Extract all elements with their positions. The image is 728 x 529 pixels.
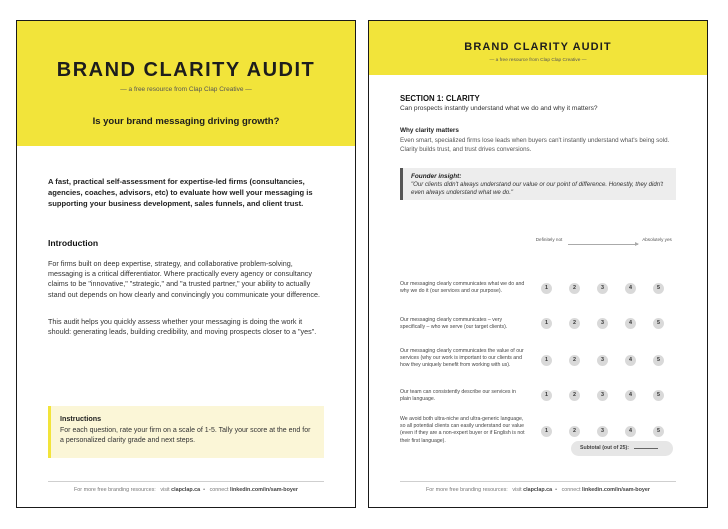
subtotal-blank: [634, 442, 658, 449]
rating-option-1[interactable]: 1: [541, 283, 552, 294]
scale-arrow-icon: [568, 244, 638, 245]
scale-label-low: Definitely not: [535, 237, 563, 242]
footer-linkedin-link[interactable]: linkedin.com/in/sam-boyer: [229, 487, 298, 493]
question-text: We avoid both ultra-niche and ultra-generic language, so all potential clients can easily understand our value (even if they are a non-expert buyer or if English is not their first language).: [400, 416, 525, 444]
rating-option-3[interactable]: 3: [597, 426, 608, 437]
footer-connect-label: connect: [209, 487, 229, 493]
footer-divider: [400, 481, 676, 482]
question-text: Our messaging clearly communicates the value of our services (why our work is important to our clients and how they uniquely benefit from working with us).: [400, 348, 524, 369]
footer-linkedin-link[interactable]: linkedin.com/in/sam-boyer: [581, 487, 650, 493]
subtotal-field[interactable]: [571, 441, 673, 456]
page-1-footer: For more free branding resources: visit clapclap.ca • connect linkedin.com/in/sam-boyer: [74, 487, 298, 493]
page-1-header: [17, 21, 355, 146]
rating-option-3[interactable]: 3: [597, 390, 608, 401]
page-2-footer: For more free branding resources: visit clapclap.ca • connect linkedin.com/in/sam-boyer: [426, 487, 650, 493]
page-1: [16, 20, 356, 508]
rating-option-1[interactable]: 1: [541, 355, 552, 366]
question-text: Our messaging clearly communicates what we do and why we do it (our services and our purpose).: [400, 281, 525, 295]
founder-insight-box: [400, 168, 676, 200]
headline-question: Is your brand messaging driving growth?: [92, 116, 280, 127]
scale-label-high: Absolutely yes: [642, 237, 672, 242]
rating-option-3[interactable]: 3: [597, 318, 608, 329]
rating-option-5[interactable]: 5: [653, 355, 664, 366]
question-text: Our messaging clearly communicates – very specifically – who we serve (our target clients).: [400, 317, 508, 331]
rating-option-4[interactable]: 4: [625, 283, 636, 294]
instructions-box: [48, 406, 324, 458]
why-heading: Why clarity matters: [400, 127, 459, 134]
rating-option-2[interactable]: 2: [569, 426, 580, 437]
intro-paragraph-1: For firms built on deep expertise, strategy, and collaborative problem-solving, messaging is a critical differentiator. Where practically every agency or consultancy claims to be "innovative," "strategic," and "a trusted partner," your ability to actually stand out depends on how clearly and convincingly you communicate your difference.: [48, 259, 320, 299]
founder-insight-heading: Founder insight:: [411, 173, 462, 180]
footer-visit-label: visit: [512, 487, 522, 493]
rating-option-1[interactable]: 1: [541, 390, 552, 401]
page-2-subtitle: — a free resource from Clap Clap Creative —: [489, 58, 587, 63]
rating-option-3[interactable]: 3: [597, 355, 608, 366]
intro-heading: Introduction: [48, 238, 99, 248]
rating-option-4[interactable]: 4: [625, 390, 636, 401]
intro-paragraph-2: This audit helps you quickly assess whether your messaging is doing the work it should: generating leads, building credibility, and moving prospects closer to a "yes".: [48, 317, 317, 337]
footer-divider: [48, 481, 324, 482]
lead-paragraph: A fast, practical self-assessment for expertise-led firms (consultancies, agencies, coaches, advisors, etc) to evaluate how well your messaging is supporting your business development, sales funnels, and client trust.: [48, 177, 313, 209]
page-subtitle: — a free resource from Clap Clap Creative —: [120, 86, 252, 93]
page-2: [368, 20, 708, 508]
footer-prefix: For more free branding resources:: [74, 487, 156, 493]
page-2-title: BRAND CLARITY AUDIT: [464, 41, 612, 53]
footer-connect-label: connect: [561, 487, 581, 493]
instructions-text: For each question, rate your firm on a scale of 1-5. Tally your score at the end for a personalized clarity grade and next steps.: [60, 427, 311, 444]
footer-site-link[interactable]: clapclap.ca: [171, 487, 201, 493]
rating-option-4[interactable]: 4: [625, 355, 636, 366]
rating-option-2[interactable]: 2: [569, 355, 580, 366]
why-text: Even smart, specialized firms lose leads when buyers can't instantly understand what's being sold. Clarity builds trust, and trust drives conversions.: [400, 137, 670, 153]
page-title: BRAND CLARITY AUDIT: [56, 59, 316, 81]
rating-option-5[interactable]: 5: [653, 318, 664, 329]
footer-site-link[interactable]: clapclap.ca: [523, 487, 553, 493]
section-question: Can prospects instantly understand what we do and why it matters?: [400, 105, 598, 112]
rating-option-2[interactable]: 2: [569, 390, 580, 401]
rating-option-4[interactable]: 4: [625, 318, 636, 329]
founder-insight-text: "Our clients didn't always understand our value or our point of difference. Honestly, they didn't even always understand what we do.": [411, 181, 663, 197]
rating-option-2[interactable]: 2: [569, 318, 580, 329]
section-heading: SECTION 1: CLARITY: [400, 94, 480, 103]
footer-prefix: For more free branding resources:: [426, 487, 508, 493]
page-2-header: [369, 21, 707, 75]
instructions-heading: Instructions: [60, 414, 102, 423]
rating-option-5[interactable]: 5: [653, 390, 664, 401]
rating-option-4[interactable]: 4: [625, 426, 636, 437]
footer-visit-label: visit: [160, 487, 170, 493]
rating-option-3[interactable]: 3: [597, 283, 608, 294]
subtotal-label: Subtotal (out of 25):: [580, 445, 629, 451]
question-text: Our team can consistently describe our services in plain language.: [400, 389, 516, 403]
rating-option-5[interactable]: 5: [653, 426, 664, 437]
rating-option-1[interactable]: 1: [541, 426, 552, 437]
rating-option-2[interactable]: 2: [569, 283, 580, 294]
rating-option-5[interactable]: 5: [653, 283, 664, 294]
rating-option-1[interactable]: 1: [541, 318, 552, 329]
